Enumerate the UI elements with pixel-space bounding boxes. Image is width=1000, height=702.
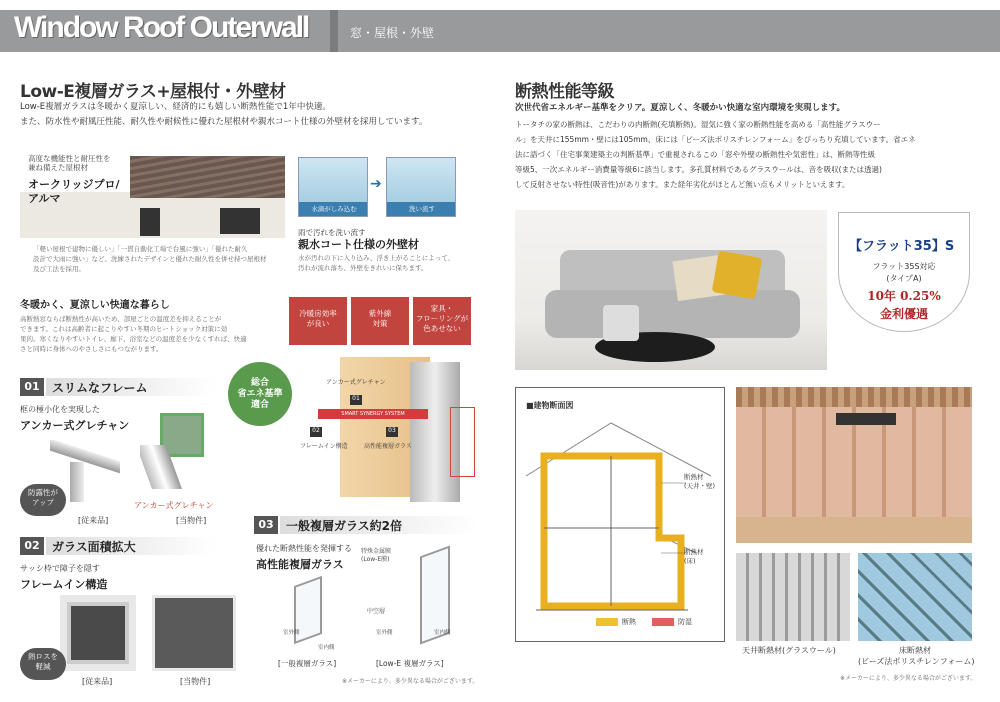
flat35-badge (838, 212, 970, 332)
cushion-yellow (712, 250, 763, 299)
glass-old-image (60, 595, 136, 671)
left-intro-1: Low-E複層ガラスは冬暖かく夏涼しい、経済的にも嬉しい断熱性能で1年中快適。 (20, 102, 331, 112)
outer-side-label-2: 室外側 (376, 630, 393, 636)
comfort-line-1: 高断熱窓ならば断熱性が高いため、部屋ごとの温度差を抑えることが (20, 315, 222, 323)
legend-insulation-swatch (596, 618, 618, 626)
right-note: ※メーカーにより、多少異なる場合がございます。 (840, 675, 977, 682)
section-label-wall: 断熱材 (天井・壁) (684, 473, 716, 490)
header-subtitle: 窓・屋根・外壁 (350, 26, 435, 40)
comfort-line-4: さと同時に身体へのやさしさにもつながります。 (20, 345, 163, 353)
coat-label-b: 洗い流す (387, 202, 456, 216)
energy-badge: 総合 省エネ基準 適合 (228, 362, 292, 426)
low-e-film-label: 特殊金属膜 (Low-E膜) (361, 548, 392, 563)
right-lead: 次世代省エネルギー基準をクリア。夏涼しく、冬暖かい快適な室内環境を実現します。 (515, 103, 845, 113)
comfort-title: 冬暖かく、夏涼しい快適な暮らし (20, 300, 170, 311)
hollow-layer-label: 中空層 (367, 608, 386, 615)
section-01-old: [従来品] (78, 516, 109, 525)
interior-insulation-photo (736, 387, 972, 543)
window-diagram (300, 357, 478, 507)
section-01-anchor: アンカー式グレチャン (134, 501, 214, 510)
tag-fading: 家具・ フローリングが 色あせない (413, 297, 471, 345)
section-02-sub: サッシ枠で障子を隠す (20, 564, 100, 573)
glass-new-image (152, 595, 236, 671)
building-section-diagram (515, 387, 725, 642)
section-title: ■建物断面図 (526, 401, 574, 410)
diagram-anchor-label: アンカー式グレチャン (326, 379, 386, 386)
ceiling-insulation-caption: 天井断熱材(グラスウール) (742, 646, 836, 655)
section-03-big: 高性能複層ガラス (256, 558, 344, 571)
diagram-glass-label: 高性能複層ガラス (364, 443, 412, 450)
roof-caption-3: 及び工法を採用。 (33, 265, 85, 273)
coat-title: 親水コート仕様の外壁材 (298, 238, 419, 251)
inner-side-label-1: 室内側 (318, 645, 335, 651)
ceiling-joists (736, 387, 972, 407)
sofa-seat (545, 290, 800, 338)
section-drawing (516, 388, 725, 642)
section-02-title: ガラス面積拡大 (52, 540, 136, 554)
roof-small-text: 高度な機能性と耐圧性を 兼ね備えた屋根材 (28, 154, 111, 172)
section-02-new: [当物件] (180, 677, 211, 686)
coat-panel-a (298, 157, 368, 217)
section-02-big: フレームイン構造 (20, 578, 108, 591)
tag-uv: 紫外線 対策 (351, 297, 409, 345)
roof-product-name: オークリッジプロ/ アルマ (28, 178, 120, 205)
window-shape (220, 208, 260, 234)
page-header (0, 10, 1000, 52)
section-01-sub: 框の極小化を実現した (20, 405, 100, 414)
tag-efficiency: 冷暖房効率 が良い (289, 297, 347, 345)
left-intro-2: また、防水性や耐風圧性能、耐久性や耐候性に優れた屋根材や親水コート仕様の外壁材を採用しています。 (20, 117, 428, 127)
vase (603, 305, 639, 341)
section-02-bubble: 熱ロスを 軽減 (20, 648, 66, 680)
glass-lowe-caption: [Low-E 複層ガラス] (376, 659, 444, 668)
coat-panel-b (386, 157, 456, 217)
right-heading: 断熱性能等級 (515, 82, 614, 102)
section-01-new: [当物件] (176, 516, 207, 525)
frame-old-post (70, 462, 84, 502)
left-note: ※メーカーにより、多少異なる場合がございます。 (342, 678, 479, 685)
diagram-num-2: 02 (310, 427, 322, 437)
coat-caption-1: 水が汚れの下に入り込み、浮き上がることによって、 (298, 254, 455, 262)
right-body-4: 等級5、一次エネルギー消費量等級6に該当します。多孔質材料であるグラスウールは、音を吸収(または透過) (515, 165, 882, 174)
floor-insulation-photo (858, 553, 972, 641)
coat-small: 雨で汚れを洗い流す (298, 228, 366, 237)
comfort-line-3: 果的。寒くなりやすいトイレ、廊下、浴室などの温度差を少なくすれば、快適 (20, 335, 247, 343)
section-03-title: 一般複層ガラス約2倍 (286, 519, 402, 533)
floor-area (736, 517, 972, 543)
section-02-old: [従来品] (82, 677, 113, 686)
coat-label-a: 水滴がしみ込む (299, 202, 368, 216)
outer-side-label-1: 室外側 (283, 630, 300, 636)
flat35-line-3: (タイプA) (886, 274, 922, 283)
flat35-line-2: フラット35S対応 (872, 262, 936, 271)
section-01-big: アンカー式グレチャン (20, 419, 130, 432)
roof-photo (20, 150, 285, 238)
arrow-icon: ➔ (370, 176, 382, 192)
section-01-number: 01 (20, 378, 44, 396)
ceiling-insulation-photo (736, 553, 850, 641)
section-03-sub: 優れた断熱性能を発揮する (256, 544, 352, 553)
section-01-title: スリムなフレーム (52, 381, 148, 395)
right-body-3: 法に語づく「住宅事業建築主の判断基準」で重視されるこの「窓や外壁の断熱性や気密性」は、断熱等性級 (515, 150, 875, 159)
diagram-num-3: 03 (386, 427, 398, 437)
right-body-2: ル」を天井に155mm・壁には105mm、床には「ビーズ法ポリスチレンフォーム」をぴっちり充填しています。省エネ (515, 135, 916, 144)
diagram-frame-label: フレームイン構造 (300, 443, 348, 450)
section-label-floor: 断熱材 (床) (684, 548, 704, 565)
header-title: Window Roof Outerwall (14, 11, 309, 44)
floor-insulation-caption: 床断熱材 (ビーズ法ポリスチレンフォーム) (858, 646, 975, 666)
section-01-bubble: 防露性が アップ (20, 484, 66, 516)
roof-shingles (130, 156, 285, 198)
section-03-number: 03 (254, 516, 278, 534)
left-heading: Low-E複層ガラス+屋根付・外壁材 (20, 82, 286, 102)
frame-new-image (140, 405, 230, 490)
flat35-title: 【フラット35】S (849, 239, 955, 254)
comfort-line-2: できます。これは高齢者に起こりやすい冬期のヒートショック対策に効 (20, 325, 228, 333)
detail-box (450, 407, 475, 477)
roof-caption-2: 設計で大雨に強い」など、洗練されたデザインと優れた耐久性を併せ持つ屋根材 (33, 255, 267, 263)
legend-insulation-label: 断熱 (622, 618, 636, 626)
section-02-number: 02 (20, 537, 44, 555)
inner-side-label-2: 室内側 (434, 630, 451, 636)
right-body-5: して反射させない特性(吸音性)があります。また経年劣化がほとんど無い点もメリットといえます。 (515, 180, 850, 189)
flat35-rate: 10年 0.25% (867, 289, 941, 303)
header-divider (330, 10, 338, 52)
living-room-photo (515, 210, 827, 370)
right-body-1: トータチの家の断熱は、こだわりの内断熱(充填断熱)。湿気に強く家の断熱性能を高める「高性能グラスウー (515, 120, 881, 129)
glass-general-caption: [一般複層ガラス] (278, 659, 337, 668)
coat-caption-2: 汚れが流れ落ち、外壁をきれいに保ちます。 (298, 264, 428, 272)
diagram-num-1: 01 (350, 395, 362, 405)
frame-old-shape (50, 440, 120, 473)
window-shape (140, 208, 160, 236)
flat35-benefit: 金利優遇 (879, 307, 928, 321)
legend-moisture-label: 防湿 (678, 618, 692, 626)
clerestory-window (836, 413, 896, 425)
legend-moisture-swatch (652, 618, 674, 626)
system-band: SMART SYNERGY SYSTEM (318, 409, 428, 419)
roof-caption-1: 「軽い屋根で建物に優しい」「一貫自動化工場で台風に強い」「優れた耐久 (33, 245, 248, 253)
